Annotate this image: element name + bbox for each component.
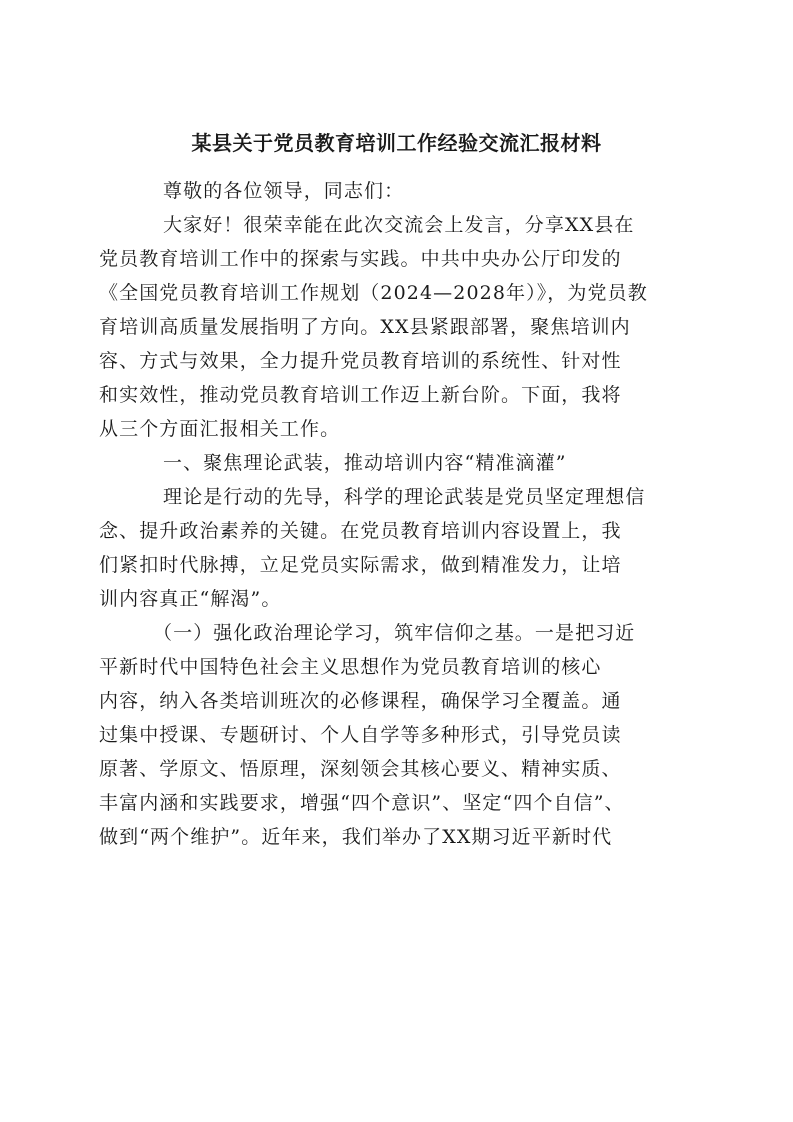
paragraph-line: 做到“两个维护”。近年来，我们举办了XX期习近平新时代 [99, 826, 613, 848]
paragraph-line: 育培训高质量发展指明了方向。XX县紧跟部署，聚焦培训内 [99, 316, 631, 338]
subsection-line: （一）强化政治理论学习，筑牢信仰之基。一是把习近 [153, 622, 636, 644]
paragraph-line: 平新时代中国特色社会主义思想作为党员教育培训的核心 [99, 656, 602, 678]
paragraph-line: 《全国党员教育培训工作规划（2024—2028年）》，为党员教 [99, 282, 648, 304]
paragraph-line: 大家好！很荣幸能在此次交流会上发言，分享XX县在 [163, 214, 635, 236]
paragraph-line: 和实效性，推动党员教育培训工作迈上新台阶。下面，我将 [99, 384, 622, 406]
paragraph-line: 容、方式与效果，全力提升党员教育培训的系统性、针对性 [99, 350, 622, 372]
paragraph-line: 过集中授课、专题研讨、个人自学等多种形式，引导党员读 [99, 724, 622, 746]
paragraph-line: 丰富内涵和实践要求，增强“四个意识”、坚定“四个自信”、 [99, 792, 625, 814]
section-heading: 一、聚焦理论武装，推动培训内容“精准滴灌” [163, 452, 567, 474]
paragraph-line: 从三个方面汇报相关工作。 [99, 418, 341, 440]
paragraph-line: 们紧扣时代脉搏，立足党员实际需求，做到精准发力，让培 [99, 554, 622, 576]
paragraph-line: 理论是行动的先导，科学的理论武装是党员坚定理想信 [163, 486, 646, 508]
paragraph-line: 念、提升政治素养的关键。在党员教育培训内容设置上，我 [99, 520, 622, 542]
paragraph-line: 训内容真正“解渴”。 [99, 588, 282, 610]
document-title: 某县关于党员教育培训工作经验交流汇报材料 [191, 131, 602, 155]
document-body [99, 174, 679, 854]
salutation-line: 尊敬的各位领导，同志们： [163, 180, 405, 202]
paragraph-line: 内容，纳入各类培训班次的必修课程，确保学习全覆盖。通 [99, 690, 622, 712]
paragraph-line: 党员教育培训工作中的探索与实践。中共中央办公厅印发的 [99, 248, 622, 270]
paragraph-line: 原著、学原文、悟原理，深刻领会其核心要义、精神实质、 [99, 758, 622, 780]
